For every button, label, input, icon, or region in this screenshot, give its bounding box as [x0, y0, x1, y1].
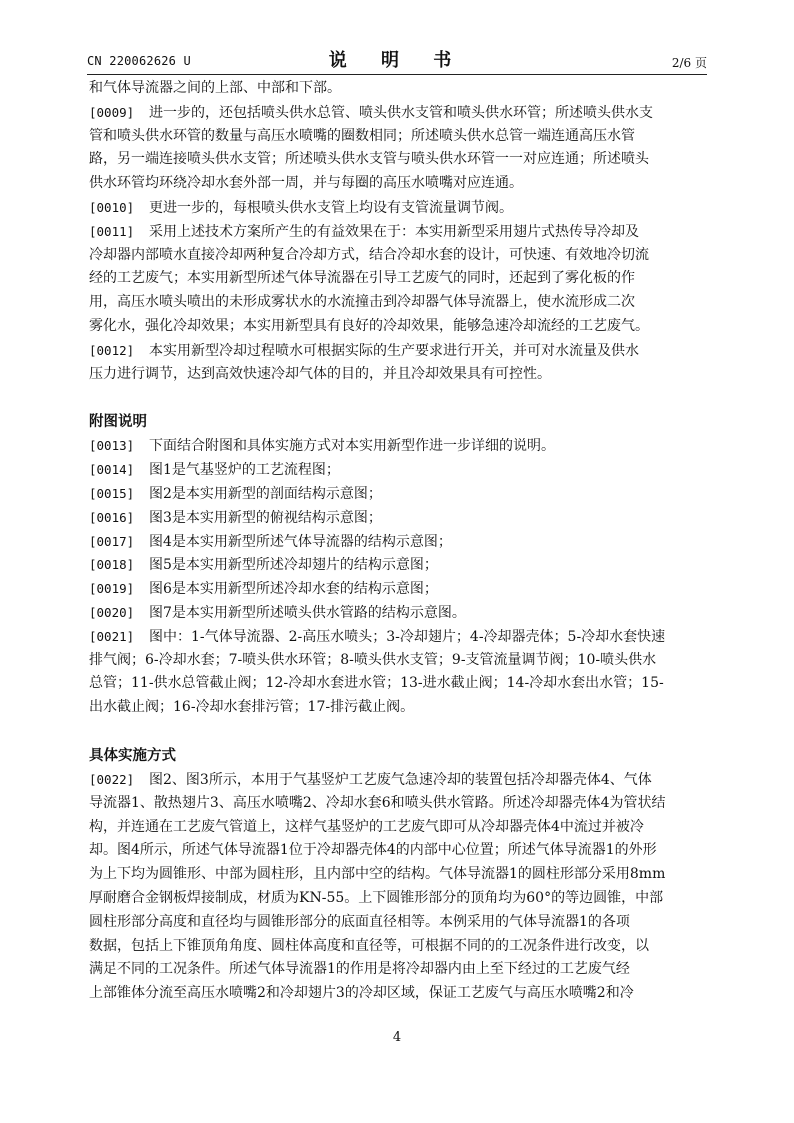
paragraph-number: [0017] [89, 533, 135, 549]
paragraph-text: 图3是本实用新型的俯视结构示意图； [149, 509, 382, 526]
text-line: 冷却器内部喷水直接冷却两种复合冷却方式，结合冷却水套的设计，可快速、有效地冷切流 [89, 246, 649, 263]
patent-number: CN 220062626 U [87, 54, 191, 68]
paragraph-text: 下面结合附图和具体实施方式对本实用新型作进一步详细的说明。 [149, 438, 555, 455]
text-line: 压力进行调节，达到高效快速冷却气体的目的，并且冷却效果具有可控性。 [89, 365, 551, 382]
text-line: 构，并连通在工艺废气管道上，这样气基竖炉的工艺废气即可从冷却器壳体4中流过并被冷 [89, 818, 644, 835]
section-heading: 附图说明 [89, 414, 147, 431]
paragraph-number: [0018] [89, 557, 135, 573]
paragraph-number: [0016] [89, 509, 135, 525]
text-line: 上部锥体分流至高压水喷嘴2和冷却翅片3的冷却区域，保证工艺废气与高压水喷嘴2和冷 [89, 985, 634, 1002]
paragraph-text: 图5是本实用新型所述冷却翅片的结构示意图； [149, 557, 438, 574]
text-line: 为上下均为圆锥形、中部为圆柱形，且内部中空的结构。气体导流器1的圆柱形部分采用8mm [89, 866, 666, 883]
paragraph-text: 更进一步的，每根喷头供水支管上均设有支管流量调节阀。 [149, 199, 513, 216]
page-number: 4 [392, 1030, 402, 1045]
paragraph-number: [0012] [89, 342, 135, 358]
text-line: 雾化水，强化冷却效果；本实用新型具有良好的冷却效果，能够急速冷却流经的工艺废气。 [89, 317, 649, 334]
page-header [87, 46, 707, 72]
text-line: 路，另一端连接喷头供水支管；所述喷头供水支管与喷头供水环管一一对应连通；所述喷头 [89, 151, 649, 168]
paragraph-number: [0022] [89, 771, 135, 787]
paragraph-text: 进一步的，还包括喷头供水总管、喷头供水支管和喷头供水环管；所述喷头供水支 [149, 104, 653, 121]
paragraph-line [89, 506, 707, 530]
text-line: 圆柱形部分高度和直径均与圆锥形部分的底面直径相等。本例采用的气体导流器1的各项 [89, 913, 630, 930]
paragraph-line [89, 625, 707, 649]
header-divider [87, 74, 707, 75]
text-line: 满足不同的工况条件。所述气体导流器1的作用是将冷却器内由上至下经过的工艺废气经 [89, 961, 630, 978]
text-line: 管和喷头供水环管的数量与高压水喷嘴的圈数相同；所述喷头供水总管一端连通高压水管 [89, 127, 635, 144]
text-line: 总管；11-供水总管截止阀；12-冷却水套进水管；13-进水截止阀；14-冷却水套出水管；15- [89, 675, 664, 692]
text-line: 数据，包括上下锥顶角角度、圆柱体高度和直径等，可根据不同的的工况条件进行改变，以 [89, 937, 649, 954]
paragraph-text: 图4是本实用新型所述气体导流器的结构示意图； [149, 533, 452, 550]
paragraph-number: [0013] [89, 438, 135, 454]
paragraph-text: 图2、图3所示，本用于气基竖炉工艺废气急速冷却的装置包括冷却器壳体4、气体 [149, 771, 652, 788]
paragraph-number: [0020] [89, 604, 135, 620]
text-line: 经的工艺废气；本实用新型所述气体导流器在引导工艺废气的同时，还起到了雾化板的作 [89, 270, 635, 287]
paragraph-number: [0021] [89, 628, 135, 644]
paragraph-text: 图中：1-气体导流器、2-高压水喷头；3-冷却翅片；4-冷却器壳体；5-冷却水套快速 [149, 628, 666, 645]
paragraph-number: [0015] [89, 485, 135, 501]
text-line: 排气阀；6-冷却水套；7-喷头供水环管；8-喷头供水支管；9-支管流量调节阀；10-喷头供水 [89, 651, 657, 668]
paragraph-text: 图6是本实用新型所述冷却水套的结构示意图； [149, 581, 438, 598]
text-line: 供水环管均环绕冷却水套外部一周，并与每圈的高压水喷嘴对应连通。 [89, 175, 523, 192]
paragraph-line [89, 220, 707, 244]
text-line: 却。图4所示，所述气体导流器1位于冷却器壳体4的内部中心位置；所述气体导流器1的外形 [89, 842, 657, 859]
paragraph-line [89, 196, 707, 220]
paragraph-line [89, 768, 707, 792]
paragraph-line [89, 458, 707, 482]
paragraph-text: 图1是气基竖炉的工艺流程图； [149, 462, 340, 479]
text-line: 出水截止阀；16-冷却水套排污管；17-排污截止阀。 [89, 699, 415, 716]
section-gap [89, 720, 707, 744]
text-line: 厚耐磨合金钢板焊接制成，材质为KN-55。上下圆锥形部分的顶角均为60°的等边圆锥，中部 [89, 889, 664, 906]
paragraph-number: [0010] [89, 199, 135, 215]
paragraph-line [89, 553, 707, 577]
section-heading: 具体实施方式 [89, 747, 176, 764]
paragraph-line [89, 577, 707, 601]
paragraph-number: [0019] [89, 581, 135, 597]
paragraph-text: 本实用新型冷却过程喷水可根据实际的生产要求进行开关，并可对水流量及供水 [149, 342, 639, 359]
paragraph-number: [0009] [89, 104, 135, 120]
paragraph-text: 图7是本实用新型所述喷头供水管路的结构示意图。 [149, 604, 466, 621]
document-body [89, 77, 707, 1006]
document-title: 说 明 书 [328, 50, 466, 71]
paragraph-text: 图2是本实用新型的剖面结构示意图； [149, 485, 382, 502]
paragraph-text: 采用上述技术方案所产生的有益效果在于：本实用新型采用翅片式热传导冷却及 [149, 223, 639, 240]
text-line: 导流器1、散热翅片3、高压水喷嘴2、冷却水套6和喷头供水管路。所述冷却器壳体4为管状结 [89, 794, 666, 811]
paragraph-line [89, 339, 707, 363]
paragraph-line [89, 434, 707, 458]
page-indicator: 2/6 页 [671, 56, 707, 70]
paragraph-line [89, 482, 707, 506]
paragraph-number: [0011] [89, 223, 135, 239]
section-gap [89, 386, 707, 410]
text-line: 和气体导流器之间的上部、中部和下部。 [89, 80, 341, 96]
paragraph-line [89, 530, 707, 554]
text-line: 用，高压水喷头喷出的未形成雾状水的水流撞击到冷却器气体导流器上，使水流形成二次 [89, 294, 635, 311]
paragraph-line [89, 601, 707, 625]
paragraph-line [89, 101, 707, 125]
paragraph-number: [0014] [89, 462, 135, 478]
